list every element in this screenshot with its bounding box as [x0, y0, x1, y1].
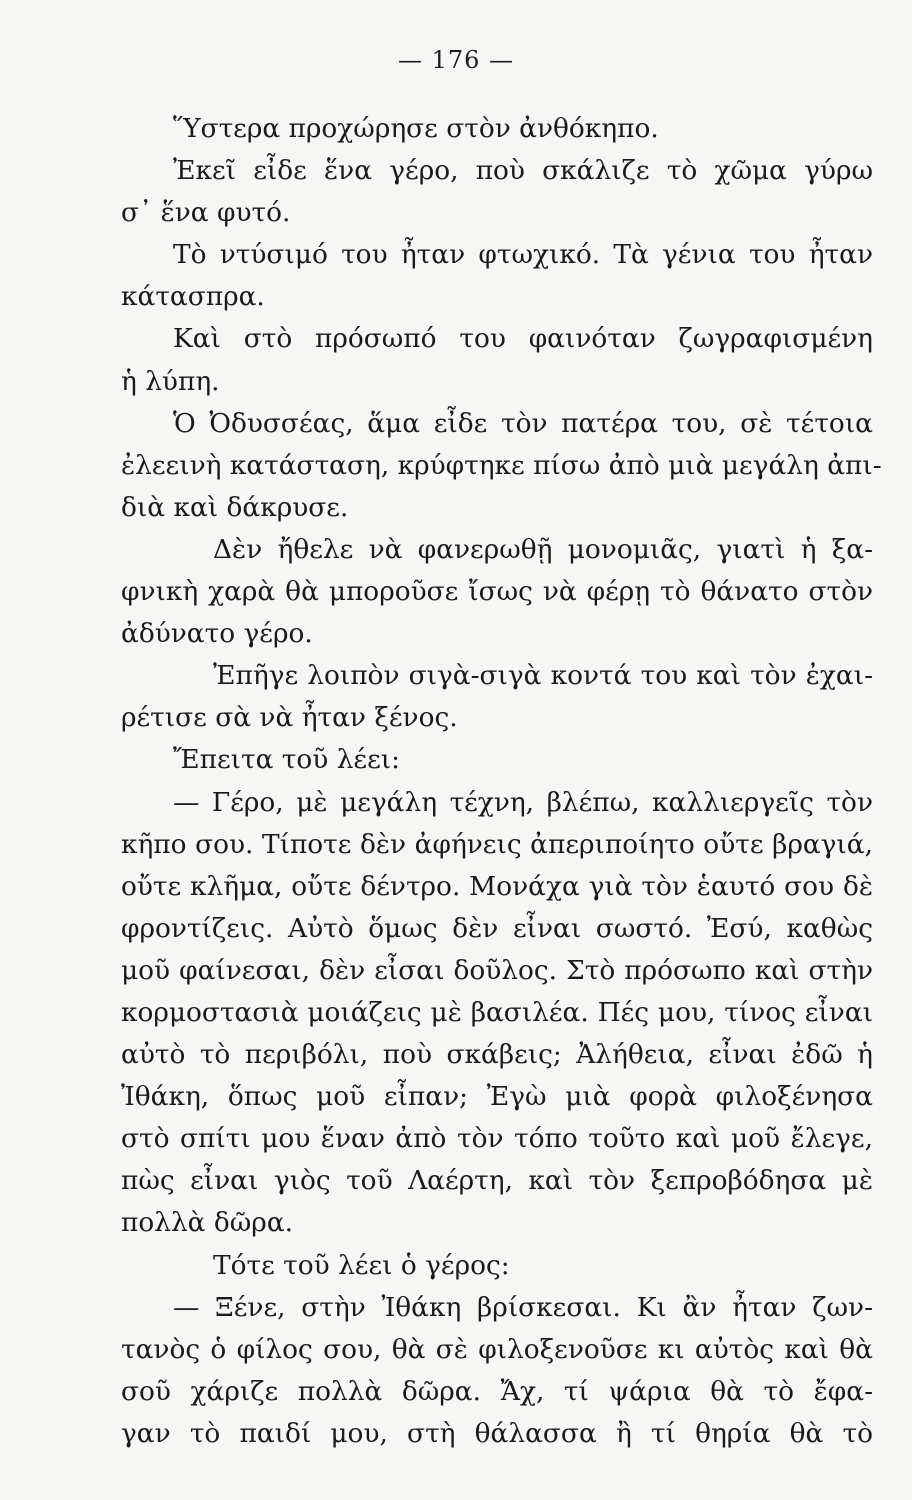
text-line: φνικὴ χαρὰ θὰ μποροῦσε ἴσως νὰ φέρῃ τὸ θάνατο στὸν: [121, 576, 873, 608]
text-line: ἐλεεινὴ κατάσταση, κρύφτηκε πίσω ἀπὸ μιὰ μεγάλη ἀπι-: [121, 449, 882, 481]
text-line: πολλὰ δῶρα.: [121, 1207, 294, 1239]
text-line: Καὶ στὸ πρόσωπό του φαινόταν ζωγραφισμένη: [173, 323, 873, 355]
text-line: ἀδύνατο γέρο.: [121, 618, 313, 650]
text-line: Τὸ ντύσιμό του ἦταν φτωχικό. Τὰ γένια του ἦταν: [173, 239, 873, 271]
text-line: σοῦ χάριζε πολλὰ δῶρα. Ἄχ, τί ψάρια θὰ τὸ ἔφα-: [121, 1375, 873, 1407]
text-line: ρέτισε σὰ νὰ ἦταν ξένος.: [121, 702, 458, 734]
text-line: κορμοστασιὰ μοιάζεις μὲ βασιλέα. Πές μου, τίνος εἶναι: [121, 996, 873, 1028]
page-number: — 176 —: [397, 46, 515, 74]
text-line: Ἰθάκη, ὅπως μοῦ εἶπαν; Ἐγὼ μιὰ φορὰ φιλοξένησα: [121, 1081, 873, 1113]
text-line: Ἐπῆγε λοιπὸν σιγὰ-σιγὰ κοντά του καὶ τὸν ἐχαι-: [213, 660, 873, 692]
text-line: πὼς εἶναι γιὸς τοῦ Λαέρτη, καὶ τὸν ξεπροβόδησα μὲ: [121, 1165, 873, 1197]
text-line: φροντίζεις. Αὐτὸ ὅμως δὲν εἶναι σωστό. Ἐσύ, καθὼς: [121, 912, 873, 944]
text-line: Τότε τοῦ λέει ὁ γέρος:: [213, 1249, 510, 1281]
text-line: Ἔπειτα τοῦ λέει:: [173, 744, 401, 776]
text-line: διὰ καὶ δάκρυσε.: [121, 491, 349, 523]
text-line: κάτασπρα.: [121, 281, 265, 313]
text-line: — Γέρο, μὲ μεγάλη τέχνη, βλέπω, καλλιεργεῖς τὸν: [173, 786, 873, 818]
text-line: τανὸς ὁ φίλος σου, θὰ σὲ φιλοξενοῦσε κι αὐτὸς καὶ θὰ: [121, 1333, 873, 1365]
text-line: ἡ λύπη.: [121, 365, 220, 397]
text-line: αὐτὸ τὸ περιβόλι, ποὺ σκάβεις; Ἀλήθεια, εἶναι ἐδῶ ἡ: [121, 1039, 873, 1071]
body-text: [121, 108, 882, 1455]
text-line: Δὲν ἤθελε νὰ φανερωθῇ μονομιᾶς, γιατὶ ἡ ξα-: [213, 533, 873, 565]
text-line: — Ξένε, στὴν Ἰθάκη βρίσκεσαι. Κι ἂν ἦταν ζων-: [173, 1291, 873, 1323]
text-line: σ᾿ ἕνα φυτό.: [121, 197, 291, 229]
text-line: Ἐκεῖ εἶδε ἕνα γέρο, ποὺ σκάλιζε τὸ χῶμα γύρω: [173, 155, 873, 187]
text-line: Ὁ Ὀδυσσέας, ἅμα εἶδε τὸν πατέρα του, σὲ τέτοια: [173, 407, 873, 439]
text-line: στὸ σπίτι μου ἕναν ἀπὸ τὸν τόπο τοῦτο καὶ μοῦ ἔλεγε,: [121, 1123, 873, 1155]
text-line: οὔτε κλῆμα, οὔτε δέντρο. Μονάχα γιὰ τὸν ἑαυτό σου δὲ: [121, 870, 873, 902]
text-line: Ὕστερα προχώρησε στὸν ἀνθόκηπο.: [173, 113, 659, 144]
text-line: μοῦ φαίνεσαι, δὲν εἶσαι δοῦλος. Στὸ πρόσωπο καὶ στὴν: [121, 954, 873, 986]
text-line: γαν τὸ παιδί μου, στὴ θάλασσα ἢ τί θηρία θὰ τὸ: [121, 1417, 873, 1449]
text-line: κῆπο σου. Τίποτε δὲν ἀφήνεις ἀπεριποίητο οὔτε βραγιά,: [121, 828, 873, 860]
